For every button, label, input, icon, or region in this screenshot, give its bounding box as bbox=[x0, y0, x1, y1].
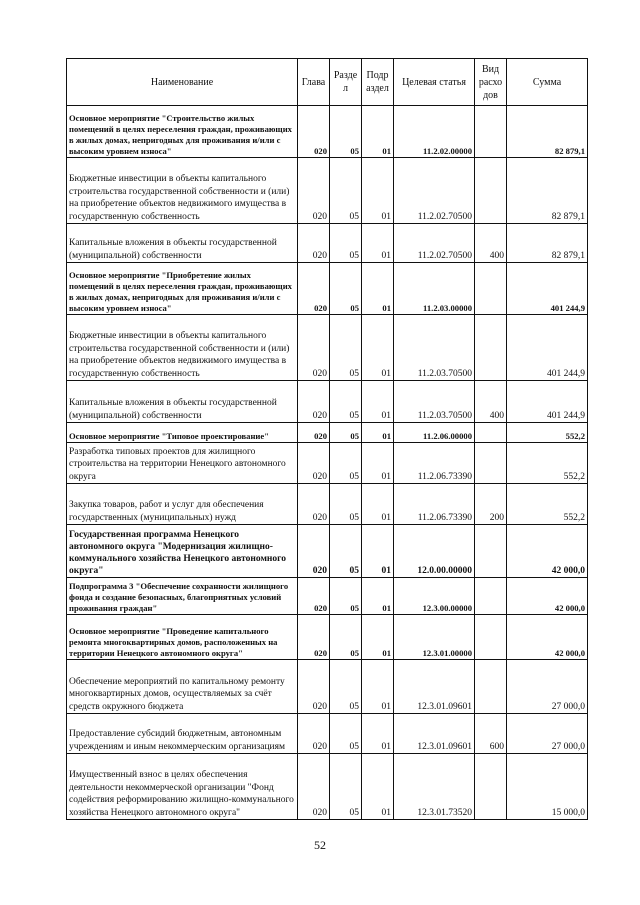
cell-glava: 020 bbox=[298, 578, 330, 615]
cell-summa: 82 879,1 bbox=[507, 224, 588, 263]
cell-name: Бюджетные инвестиции в объекты капитального строительства государственной собственности и (или) на приобретение объектов недвижимого имущества в государственную собственность bbox=[67, 315, 298, 381]
table-row bbox=[67, 423, 588, 443]
header-tselevaya-statya: Целевая статья bbox=[394, 59, 475, 106]
cell-summa: 552,2 bbox=[507, 443, 588, 484]
table-row bbox=[67, 263, 588, 315]
cell-tselevaya-statya: 11.2.06.73390 bbox=[394, 484, 475, 525]
cell-razdel: 05 bbox=[330, 484, 362, 525]
cell-vid-raskhodov bbox=[475, 158, 507, 224]
cell-vid-raskhodov bbox=[475, 106, 507, 158]
cell-name: Обеспечение мероприятий по капитальному ремонту многоквартирных домов, осуществляемых за счёт средств окружного бюджета bbox=[67, 660, 298, 714]
cell-podrazdel: 01 bbox=[362, 106, 394, 158]
cell-summa: 552,2 bbox=[507, 484, 588, 525]
cell-summa: 401 244,9 bbox=[507, 263, 588, 315]
cell-razdel: 05 bbox=[330, 224, 362, 263]
cell-summa: 27 000,0 bbox=[507, 660, 588, 714]
cell-tselevaya-statya: 11.2.06.00000 bbox=[394, 423, 475, 443]
cell-podrazdel: 01 bbox=[362, 615, 394, 660]
cell-summa: 42 000,0 bbox=[507, 578, 588, 615]
cell-name: Подпрограмма 3 "Обеспечение сохранности жилищного фонда и создание безопасных, благоприятных условий проживания граждан" bbox=[67, 578, 298, 615]
table-row bbox=[67, 615, 588, 660]
cell-summa: 42 000,0 bbox=[507, 525, 588, 578]
cell-summa: 552,2 bbox=[507, 423, 588, 443]
header-vid-raskhodov: Вид расхо дов bbox=[475, 59, 507, 106]
cell-podrazdel: 01 bbox=[362, 525, 394, 578]
table-row bbox=[67, 315, 588, 381]
cell-podrazdel: 01 bbox=[362, 484, 394, 525]
cell-glava: 020 bbox=[298, 263, 330, 315]
cell-summa: 27 000,0 bbox=[507, 714, 588, 754]
header-glava: Глава bbox=[298, 59, 330, 106]
cell-vid-raskhodov: 200 bbox=[475, 484, 507, 525]
cell-glava: 020 bbox=[298, 224, 330, 263]
cell-vid-raskhodov bbox=[475, 754, 507, 820]
cell-podrazdel: 01 bbox=[362, 224, 394, 263]
cell-vid-raskhodov: 400 bbox=[475, 381, 507, 423]
cell-tselevaya-statya: 11.2.02.70500 bbox=[394, 224, 475, 263]
cell-tselevaya-statya: 12.3.00.00000 bbox=[394, 578, 475, 615]
cell-name: Разработка типовых проектов для жилищного строительства на территории Ненецкого автономного округа bbox=[67, 443, 298, 484]
cell-podrazdel: 01 bbox=[362, 754, 394, 820]
cell-glava: 020 bbox=[298, 315, 330, 381]
budget-table bbox=[66, 58, 588, 820]
cell-tselevaya-statya: 12.0.00.00000 bbox=[394, 525, 475, 578]
cell-glava: 020 bbox=[298, 615, 330, 660]
cell-podrazdel: 01 bbox=[362, 714, 394, 754]
cell-vid-raskhodov: 400 bbox=[475, 224, 507, 263]
table-row bbox=[67, 443, 588, 484]
cell-podrazdel: 01 bbox=[362, 660, 394, 714]
header-summa: Сумма bbox=[507, 59, 588, 106]
table-row bbox=[67, 660, 588, 714]
cell-summa: 401 244,9 bbox=[507, 381, 588, 423]
cell-tselevaya-statya: 11.2.03.00000 bbox=[394, 263, 475, 315]
cell-podrazdel: 01 bbox=[362, 263, 394, 315]
cell-glava: 020 bbox=[298, 484, 330, 525]
cell-tselevaya-statya: 11.2.02.70500 bbox=[394, 158, 475, 224]
cell-razdel: 05 bbox=[330, 714, 362, 754]
cell-name: Предоставление субсидий бюджетным, автономным учреждениям и иным некоммерческим организациям bbox=[67, 714, 298, 754]
cell-vid-raskhodov bbox=[475, 443, 507, 484]
cell-vid-raskhodov bbox=[475, 525, 507, 578]
cell-summa: 82 879,1 bbox=[507, 106, 588, 158]
cell-name: Основное мероприятие "Проведение капитального ремонта многоквартирных домов, расположенных на территории Ненецкого автономного округа" bbox=[67, 615, 298, 660]
table-row bbox=[67, 224, 588, 263]
cell-glava: 020 bbox=[298, 525, 330, 578]
cell-vid-raskhodov bbox=[475, 615, 507, 660]
cell-name: Закупка товаров, работ и услуг для обеспечения государственных (муниципальных) нужд bbox=[67, 484, 298, 525]
cell-tselevaya-statya: 12.3.01.09601 bbox=[394, 660, 475, 714]
cell-razdel: 05 bbox=[330, 158, 362, 224]
cell-summa: 15 000,0 bbox=[507, 754, 588, 820]
cell-razdel: 05 bbox=[330, 423, 362, 443]
cell-razdel: 05 bbox=[330, 315, 362, 381]
table-row bbox=[67, 106, 588, 158]
cell-name: Основное мероприятие "Приобретение жилых помещений в целях переселения граждан, проживающих в жилых домах, непригодных для проживания и/или с высоким уровнем износа" bbox=[67, 263, 298, 315]
cell-vid-raskhodov bbox=[475, 263, 507, 315]
cell-razdel: 05 bbox=[330, 578, 362, 615]
cell-glava: 020 bbox=[298, 754, 330, 820]
cell-glava: 020 bbox=[298, 714, 330, 754]
cell-podrazdel: 01 bbox=[362, 423, 394, 443]
cell-summa: 401 244,9 bbox=[507, 315, 588, 381]
table-row bbox=[67, 525, 588, 578]
cell-tselevaya-statya: 12.3.01.00000 bbox=[394, 615, 475, 660]
cell-razdel: 05 bbox=[330, 525, 362, 578]
cell-glava: 020 bbox=[298, 423, 330, 443]
cell-name: Государственная программа Ненецкого автономного округа "Модернизация жилищно-коммунального хозяйства Ненецкого автономного округа" bbox=[67, 525, 298, 578]
cell-tselevaya-statya: 12.3.01.73520 bbox=[394, 754, 475, 820]
cell-glava: 020 bbox=[298, 443, 330, 484]
table-row bbox=[67, 714, 588, 754]
cell-name: Бюджетные инвестиции в объекты капитального строительства государственной собственности и (или) на приобретение объектов недвижимого имущества в государственную собственность bbox=[67, 158, 298, 224]
table-row bbox=[67, 578, 588, 615]
cell-tselevaya-statya: 11.2.03.70500 bbox=[394, 315, 475, 381]
cell-vid-raskhodov bbox=[475, 578, 507, 615]
cell-glava: 020 bbox=[298, 381, 330, 423]
cell-razdel: 05 bbox=[330, 443, 362, 484]
cell-podrazdel: 01 bbox=[362, 578, 394, 615]
header-podrazdel: Подр аздел bbox=[362, 59, 394, 106]
cell-vid-raskhodov bbox=[475, 315, 507, 381]
cell-tselevaya-statya: 12.3.01.09601 bbox=[394, 714, 475, 754]
table-row bbox=[67, 158, 588, 224]
table-row bbox=[67, 381, 588, 423]
cell-glava: 020 bbox=[298, 158, 330, 224]
page-number: 52 bbox=[314, 838, 326, 852]
cell-razdel: 05 bbox=[330, 615, 362, 660]
cell-summa: 82 879,1 bbox=[507, 158, 588, 224]
table-row bbox=[67, 484, 588, 525]
table-row bbox=[67, 754, 588, 820]
cell-vid-raskhodov bbox=[475, 660, 507, 714]
cell-glava: 020 bbox=[298, 106, 330, 158]
cell-tselevaya-statya: 11.2.02.00000 bbox=[394, 106, 475, 158]
cell-razdel: 05 bbox=[330, 381, 362, 423]
cell-name: Имущественный взнос в целях обеспечения деятельности некоммерческой организации "Фонд содействия реформированию жилищно-коммунального хозяйства Ненецкого автономного округа" bbox=[67, 754, 298, 820]
cell-name: Основное мероприятие "Строительство жилых помещений в целях переселения граждан, проживающих в жилых домах, непригодных для проживания и/или с высоким уровнем износа" bbox=[67, 106, 298, 158]
cell-vid-raskhodov: 600 bbox=[475, 714, 507, 754]
cell-razdel: 05 bbox=[330, 106, 362, 158]
cell-podrazdel: 01 bbox=[362, 381, 394, 423]
cell-tselevaya-statya: 11.2.03.70500 bbox=[394, 381, 475, 423]
cell-razdel: 05 bbox=[330, 263, 362, 315]
cell-name: Капитальные вложения в объекты государственной (муниципальной) собственности bbox=[67, 381, 298, 423]
header-name: Наименование bbox=[67, 59, 298, 106]
cell-tselevaya-statya: 11.2.06.73390 bbox=[394, 443, 475, 484]
cell-vid-raskhodov bbox=[475, 423, 507, 443]
cell-podrazdel: 01 bbox=[362, 443, 394, 484]
cell-glava: 020 bbox=[298, 660, 330, 714]
cell-name: Основное мероприятие "Типовое проектирование" bbox=[67, 423, 298, 443]
header-razdel: Разде л bbox=[330, 59, 362, 106]
cell-name: Капитальные вложения в объекты государственной (муниципальной) собственности bbox=[67, 224, 298, 263]
cell-podrazdel: 01 bbox=[362, 315, 394, 381]
cell-razdel: 05 bbox=[330, 660, 362, 714]
cell-podrazdel: 01 bbox=[362, 158, 394, 224]
cell-summa: 42 000,0 bbox=[507, 615, 588, 660]
cell-razdel: 05 bbox=[330, 754, 362, 820]
